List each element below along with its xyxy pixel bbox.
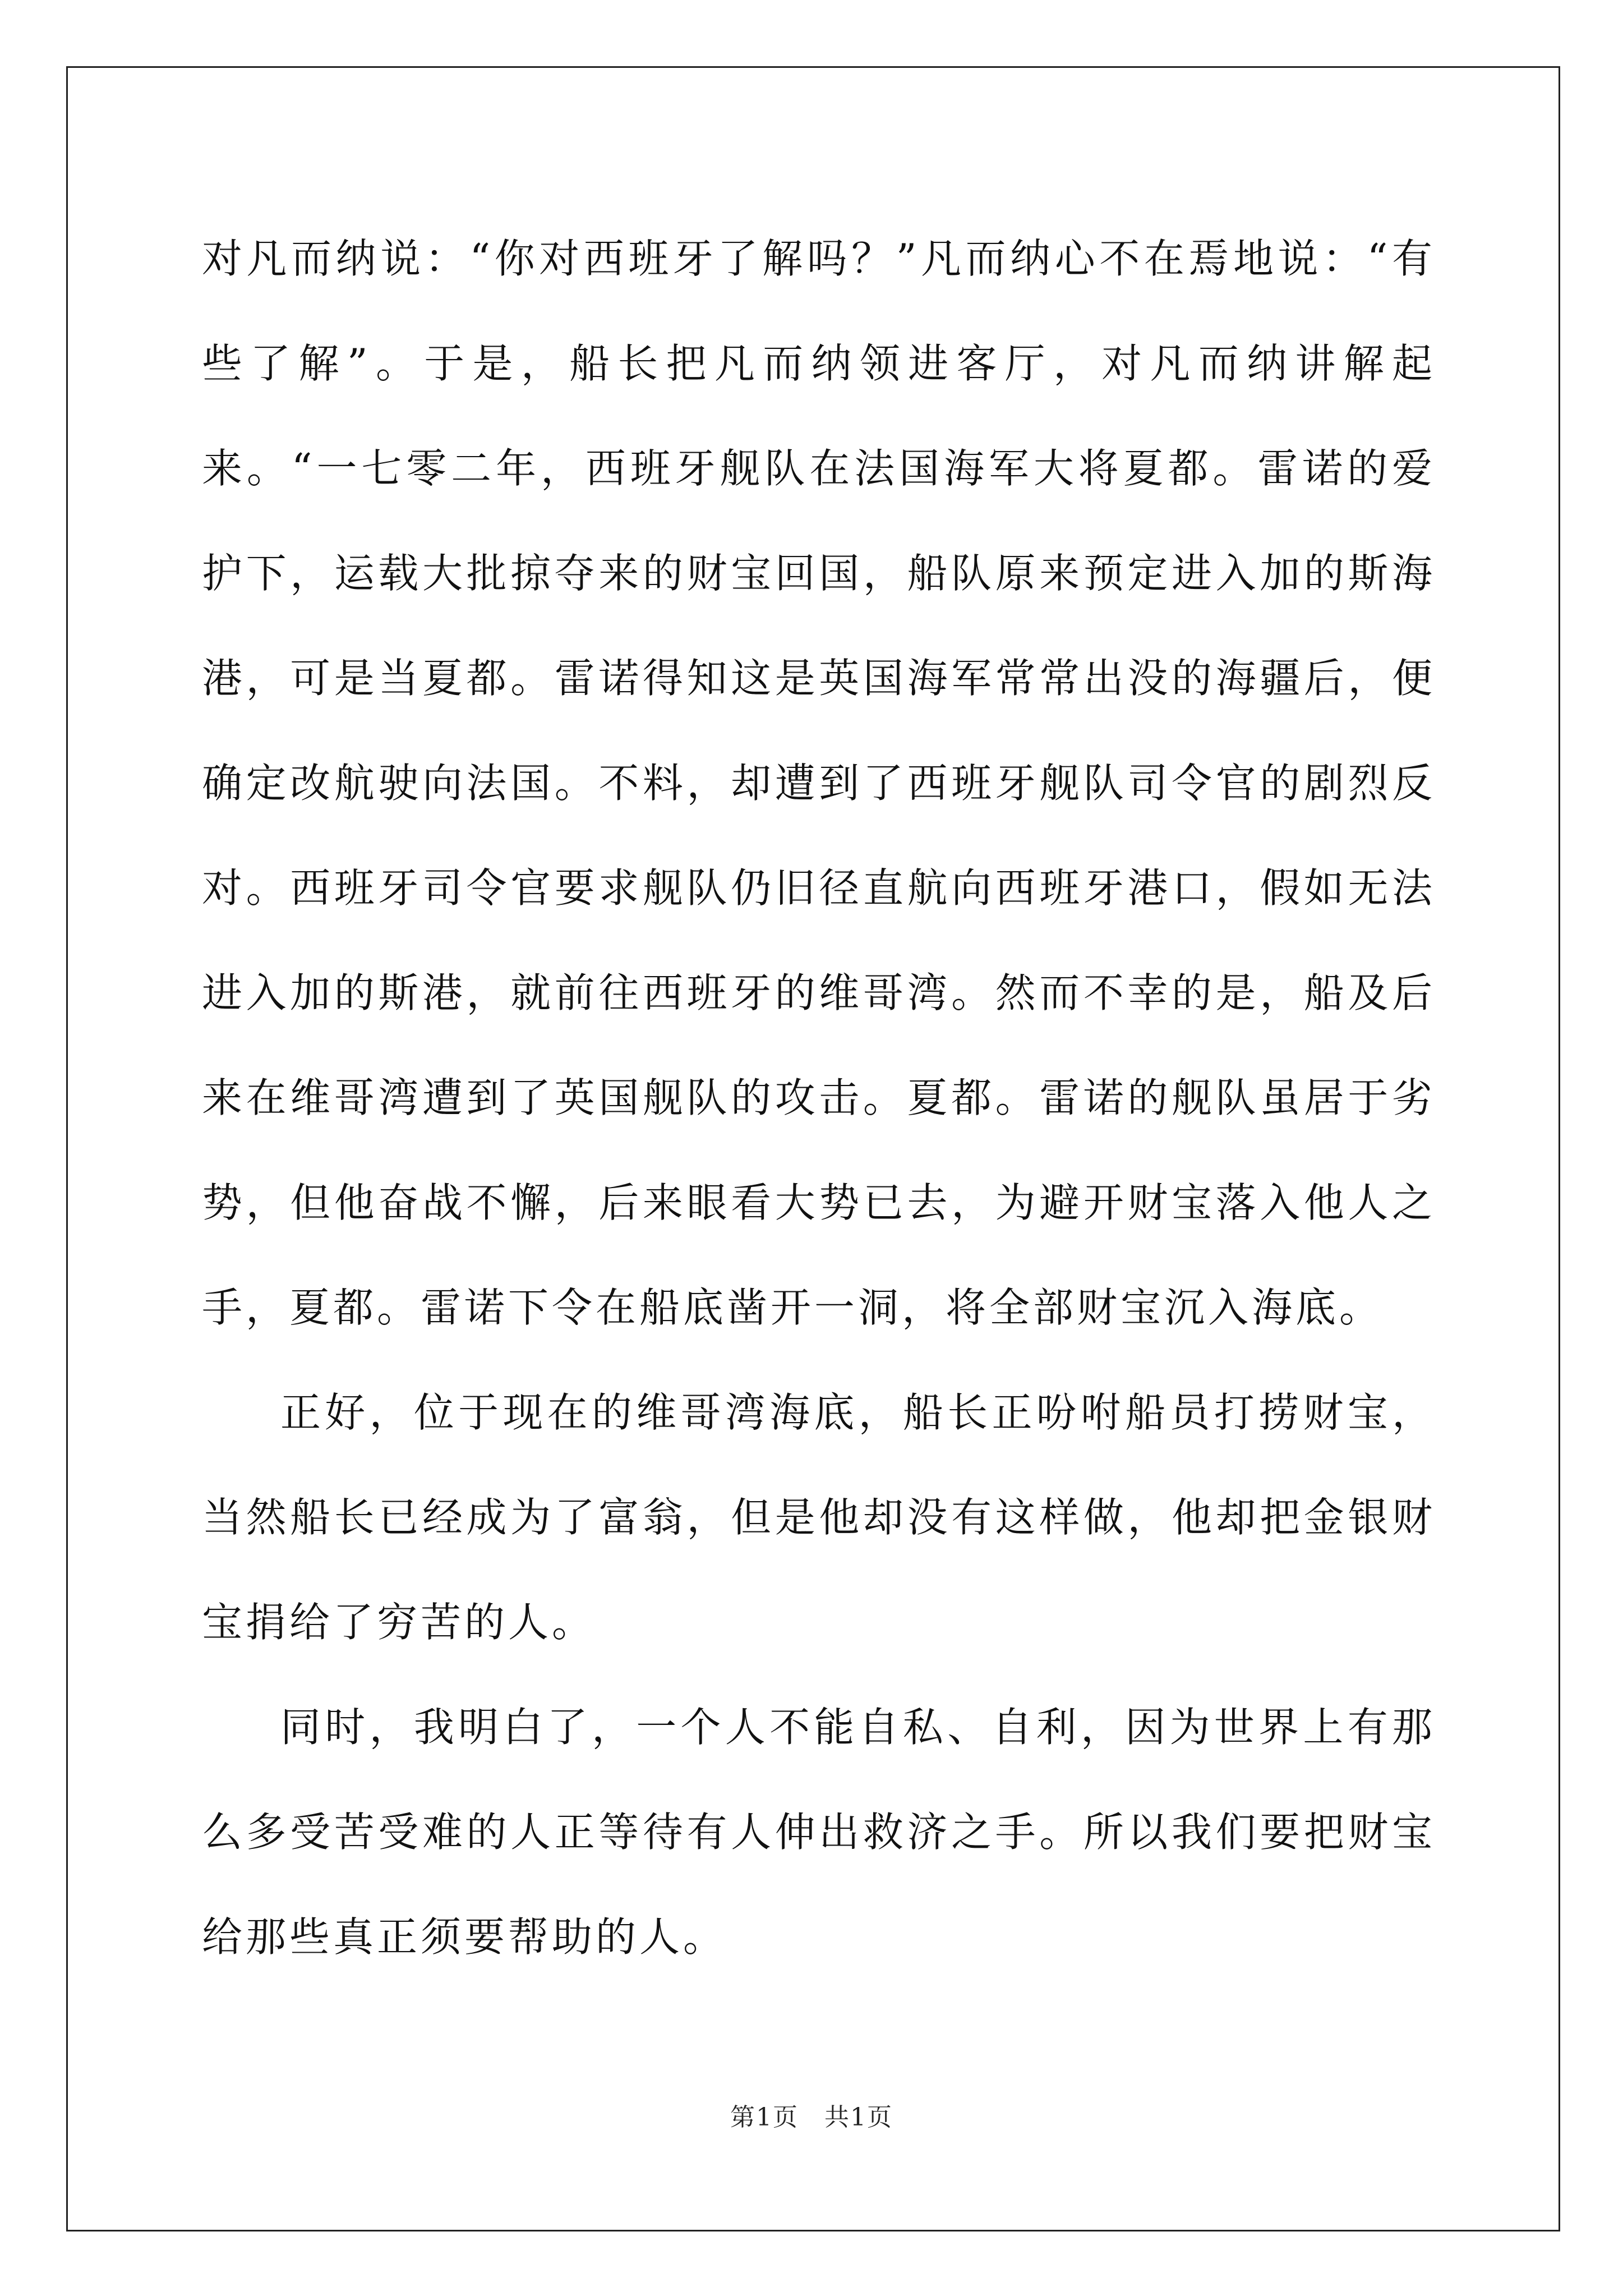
page-number-indicator: 第1页 共1页 xyxy=(730,2103,893,2132)
paragraph-3: 同时，我明白了，一个人不能自私、自利，因为世界上有那么多受苦受难的人正等待有人伸出救济之手。所以我们要把财宝给那些真正须要帮助的人。 xyxy=(202,1704,1436,1961)
paragraph-2: 正好，位于现在的维哥湾海底，船长正吩咐船员打捞财宝，当然船长已经成为了富翁，但是他却没有这样做，他却把金银财宝捐给了穷苦的人。 xyxy=(202,1389,1436,1646)
paragraph-1: 对凡而纳说：“你对西班牙了解吗？”凡而纳心不在焉地说：“有些了解”。于是，船长把凡而纳领进客厅，对凡而纳讲解起来。“一七零二年，西班牙舰队在法国海军大将夏都。雷诺的爱护下，运载大批掠夺来的财宝回国，船队原来预定进入加的斯海港，可是当夏都。雷诺得知这是英国海军常常出没的海疆后，便确定改航驶向法国。不料，却遭到了西班牙舰队司令官的剧烈反对。西班牙司令官要求舰队仍旧径直航向西班牙港口，假如无法进入加的斯港，就前往西班牙的维哥湾。然而不幸的是，船及后来在维哥湾遭到了英国舰队的攻击。夏都。雷诺的舰队虽居于劣势，但他奋战不懈，后来眼看大势已去，为避开财宝落入他人之手，夏都。雷诺下令在船底凿开一洞，将全部财宝沉入海底。 xyxy=(202,235,1436,1331)
page-footer xyxy=(0,2097,1623,2133)
document-body xyxy=(202,206,1436,1990)
